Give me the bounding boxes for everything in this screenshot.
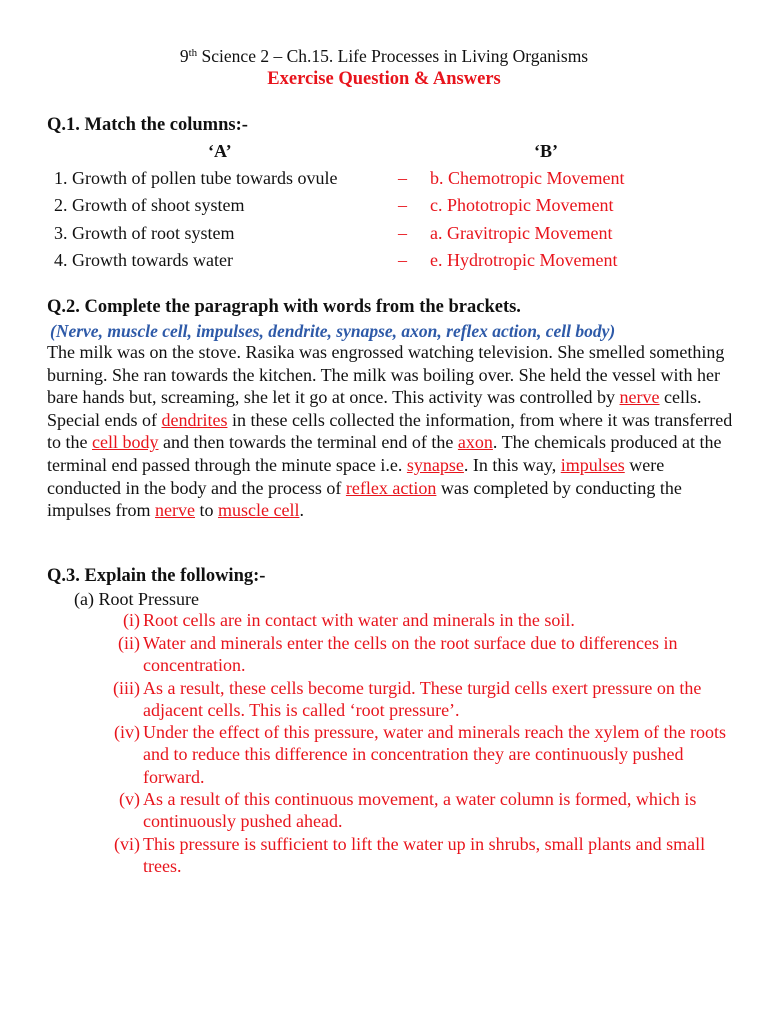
paragraph-text: was completed by conducting the impulses from: [47, 477, 682, 521]
match-row: [0, 248, 768, 275]
title-rest: Science 2 – Ch.15. Life Processes in Living Organisms: [197, 46, 589, 66]
answer-blank: dendrites: [161, 409, 228, 430]
point-number: (iii): [113, 678, 140, 698]
page-subtitle: Exercise Question & Answers: [267, 69, 501, 89]
paragraph-text: and then towards the terminal end of the: [158, 432, 458, 453]
match-item-a: 4. Growth towards water: [54, 250, 233, 270]
paragraph-text: cells. Special ends of: [47, 387, 702, 430]
point-number: (iv): [114, 722, 140, 742]
answer-blank: nerve: [619, 387, 660, 408]
paragraph-text: .: [299, 500, 304, 521]
point-text: Under the effect of this pressure, water and minerals reach the xylem of the roots and to reduce this difference in concentration they are continuously pushed forward.: [143, 722, 726, 787]
point-number: (v): [119, 789, 140, 809]
answer-blank: nerve: [155, 500, 195, 521]
answer-blank: muscle cell: [218, 500, 300, 521]
match-item-a: 1. Growth of pollen tube towards ovule: [54, 168, 338, 188]
column-a-header: ‘A’: [208, 141, 232, 161]
point-number: (i): [123, 610, 140, 630]
match-item-b: c. Phototropic Movement: [430, 195, 614, 215]
match-dash: –: [398, 195, 407, 215]
match-dash: –: [398, 168, 407, 188]
answer-blank: reflex action: [345, 477, 437, 498]
sub-heading-root-pressure: (a) Root Pressure: [74, 589, 199, 609]
q3-heading: Q.3. Explain the following:-: [47, 566, 266, 586]
match-row: [0, 166, 768, 193]
match-item-a: 3. Growth of root system: [54, 223, 235, 243]
match-item-a: 2. Growth of shoot system: [54, 195, 245, 215]
match-item-b: b. Chemotropic Movement: [430, 168, 625, 188]
point-text: Root cells are in contact with water and minerals in the soil.: [143, 610, 575, 630]
column-b-header: ‘B’: [534, 141, 558, 161]
match-dash: –: [398, 223, 407, 243]
q1-heading: Q.1. Match the columns:-: [47, 115, 248, 135]
match-row: [0, 221, 768, 248]
paragraph-text: The milk was on the stove. Rasika was engrossed watching television. She smelled something burning. She ran towards the kitchen. The milk was boiling over. She held the vessel with her bare hands but, screaming, she let it go at once. This activity was controlled by: [47, 342, 725, 408]
match-item-b: a. Gravitropic Movement: [430, 223, 613, 243]
match-row: [0, 193, 768, 220]
point-number: (vi): [114, 834, 140, 854]
answer-blank: axon: [457, 432, 493, 453]
title-superscript: th: [188, 47, 198, 59]
page-title: [0, 44, 768, 68]
fill-in-paragraph: [47, 341, 737, 522]
point-text: This pressure is sufficient to lift the water up in shrubs, small plants and small trees.: [143, 834, 706, 877]
paragraph-text: to: [194, 500, 218, 521]
answer-blank: impulses: [560, 454, 625, 475]
paragraph-text: . In this way,: [463, 454, 561, 475]
point-text: As a result, these cells become turgid. These turgid cells exert pressure on the adjacent cells. This is called ‘root pressure’.: [143, 678, 702, 721]
point-text: Water and minerals enter the cells on the root surface due to differences in concentration.: [143, 633, 678, 676]
answer-blank: cell body: [92, 432, 159, 453]
match-item-b: e. Hydrotropic Movement: [430, 250, 618, 270]
word-bank: (Nerve, muscle cell, impulses, dendrite, synapse, axon, reflex action, cell body): [50, 321, 616, 341]
paragraph-text: in these cells collected the information, from where it was transferred to the: [47, 409, 733, 453]
q2-heading: Q.2. Complete the paragraph with words from the brackets.: [47, 297, 521, 317]
point-number: (ii): [118, 633, 140, 653]
match-dash: –: [398, 250, 407, 270]
paragraph-text: . The chemicals produced at the terminal end passed through the minute space i.e.: [47, 432, 722, 475]
paragraph-text: were conducted in the body and the process of: [47, 454, 665, 498]
title-prefix: 9: [179, 46, 189, 66]
answer-blank: synapse: [406, 454, 464, 475]
point-text: As a result of this continuous movement, a water column is formed, which is continuously pushed ahead.: [143, 789, 697, 832]
